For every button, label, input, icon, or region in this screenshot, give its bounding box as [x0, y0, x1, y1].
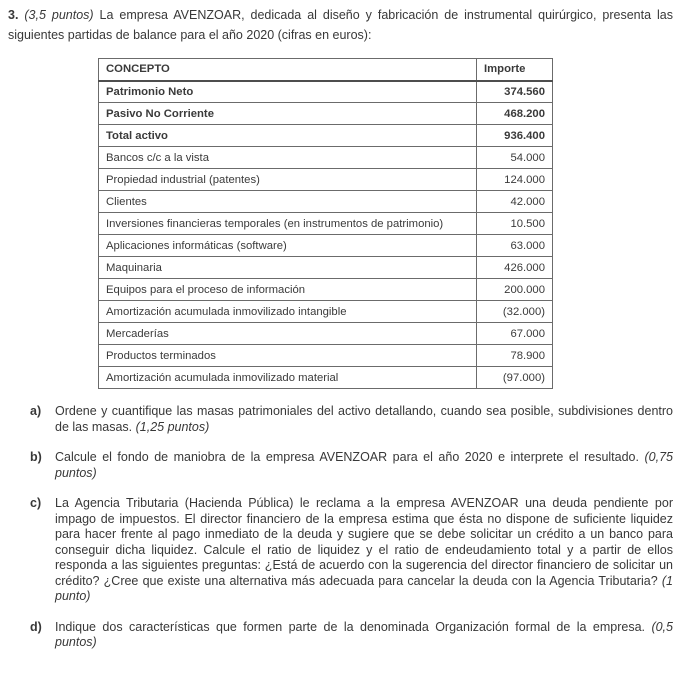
- table-row: [99, 191, 553, 213]
- concept-cell: Propiedad industrial (patentes): [99, 169, 477, 191]
- amount-header: Importe: [477, 59, 553, 81]
- question-c-body: [55, 496, 673, 605]
- concept-cell: Equipos para el proceso de información: [99, 279, 477, 301]
- amount-cell: 374.560: [477, 81, 553, 103]
- table-row: [99, 169, 553, 191]
- amount-cell: (32.000): [477, 301, 553, 323]
- amount-cell: 10.500: [477, 213, 553, 235]
- question-c-points: (1 punto): [55, 573, 673, 603]
- question-a-body: [55, 404, 673, 435]
- table-row: [99, 235, 553, 257]
- question-b-body: [55, 450, 673, 481]
- amount-cell: 63.000: [477, 235, 553, 257]
- question-b: [30, 450, 673, 481]
- question-a-label: a): [30, 404, 42, 418]
- concept-header: CONCEPTO: [99, 59, 477, 81]
- concept-cell: Maquinaria: [99, 257, 477, 279]
- amount-cell: 78.900: [477, 345, 553, 367]
- question-number: 3.: [8, 8, 19, 22]
- question-a-points: (1,25 puntos): [135, 419, 210, 434]
- question-a: [30, 404, 673, 435]
- amount-cell: 42.000: [477, 191, 553, 213]
- question-d-label: d): [30, 619, 42, 634]
- concept-cell: Bancos c/c a la vista: [99, 147, 477, 169]
- table-row: [99, 367, 553, 389]
- concept-cell: Amortización acumulada inmovilizado intangible: [99, 301, 477, 323]
- concept-cell: Pasivo No Corriente: [99, 103, 477, 125]
- amount-cell: 54.000: [477, 147, 553, 169]
- question-c: [30, 496, 673, 605]
- question-b-label: b): [30, 450, 42, 464]
- amount-cell: (97.000): [477, 367, 553, 389]
- amount-cell: 426.000: [477, 257, 553, 279]
- concept-cell: Aplicaciones informáticas (software): [99, 235, 477, 257]
- table-row: [99, 103, 553, 125]
- table-header-row: [99, 59, 553, 81]
- question-d-points: (0,5 puntos): [55, 619, 673, 649]
- table-row: [99, 147, 553, 169]
- table-row: [99, 345, 553, 367]
- question-d-text: Indique dos características que formen parte de la denominada Organización formal de la empresa.: [55, 619, 646, 634]
- question-c-text: La Agencia Tributaria (Hacienda Pública) le reclama a la empresa AVENZOAR una deuda pendiente por impago de impuestos. El director financiero de la empresa estima que ésta no dispone de suficiente liquidez para hacer frente al pago inmediato de la deuda y sugiere que se debe solicitar un crédito a un banco para conseguir dicha liquidez. Calcule el ratio de liquidez y el ratio de endeudamiento total y a partir de ellos responda a las siguientes preguntas: ¿Está de acuerdo con la sugerencia del director financiero de solicitar un crédito? ¿Cree que existe una alternativa más adecuada para cancelar la deuda con la Agencia Tributaria?: [55, 496, 673, 588]
- amount-cell: 468.200: [477, 103, 553, 125]
- concept-cell: Total activo: [99, 125, 477, 147]
- questions-list: [8, 404, 673, 651]
- concept-cell: Mercaderías: [99, 323, 477, 345]
- table-row: [99, 323, 553, 345]
- amount-cell: 200.000: [477, 279, 553, 301]
- table-row: [99, 279, 553, 301]
- concept-cell: Inversiones financieras temporales (en instrumentos de patrimonio): [99, 213, 477, 235]
- table-row: [99, 301, 553, 323]
- question-d: [30, 620, 673, 651]
- table-row: [99, 213, 553, 235]
- concept-cell: Patrimonio Neto: [99, 81, 477, 103]
- question-b-text: Calcule el fondo de maniobra de la empresa AVENZOAR para el año 2020 e interprete el resultado.: [55, 450, 639, 464]
- concept-cell: Clientes: [99, 191, 477, 213]
- question-a-text: Ordene y cuantifique las masas patrimoniales del activo detallando, cuando sea posible, subdivisiones dentro de las masas.: [55, 404, 673, 434]
- question-b-points: (0,75 puntos): [55, 450, 673, 480]
- table-row: [99, 81, 553, 103]
- question-d-body: [55, 620, 673, 651]
- concept-cell: Amortización acumulada inmovilizado material: [99, 367, 477, 389]
- question-c-label: c): [30, 496, 42, 510]
- concept-cell: Productos terminados: [99, 345, 477, 367]
- intro-text: La empresa AVENZOAR, dedicada al diseño y fabricación de instrumental quirúrgico, presenta las siguientes partidas de balance para el año 2020 (cifras en euros):: [8, 8, 673, 42]
- balance-table: [98, 58, 553, 389]
- amount-cell: 67.000: [477, 323, 553, 345]
- table-row: [99, 257, 553, 279]
- amount-cell: 124.000: [477, 169, 553, 191]
- intro-paragraph: [8, 5, 673, 45]
- amount-cell: 936.400: [477, 125, 553, 147]
- table-row: [99, 125, 553, 147]
- intro-points: (3,5 puntos): [24, 8, 94, 22]
